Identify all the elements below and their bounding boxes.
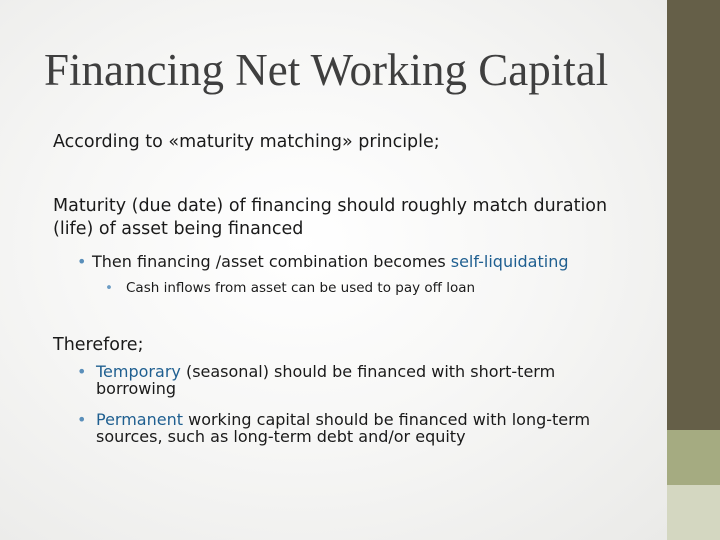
side-accent-block-light — [667, 485, 720, 540]
bullet-icon: • — [77, 252, 87, 271]
bullet-text: Cash inflows from asset can be used to pay off loan — [126, 280, 476, 296]
paragraph-therefore: Therefore; — [53, 335, 144, 355]
bullet-icon: • — [77, 410, 87, 429]
highlight-permanent: Permanent — [96, 410, 184, 429]
bullet-text: Then financing /asset combination becomes — [92, 252, 451, 271]
paragraph-maturity-definition: Maturity (due date) of financing should roughly match duration (life) of asset being financed — [53, 196, 608, 239]
side-accent-block-olive — [667, 430, 720, 485]
bullet-self-liquidating — [77, 253, 637, 270]
bullet-permanent — [77, 411, 622, 445]
paragraph-maturity-principle: According to «maturity matching» principle; — [53, 132, 440, 152]
highlight-self-liquidating: self-liquidating — [450, 252, 569, 271]
slide-title: Financing Net Working Capital — [44, 45, 609, 95]
bullet-text: working capital should be financed with long-term sources, such as long-term debt and/or equity — [96, 410, 591, 446]
bullet-temporary — [77, 363, 597, 397]
bullet-text: (seasonal) should be financed with short-term borrowing — [96, 362, 556, 398]
bullet-icon: • — [105, 280, 113, 296]
highlight-temporary: Temporary — [96, 362, 181, 381]
bullet-icon: • — [77, 362, 87, 381]
bullet-cash-inflows — [105, 279, 645, 297]
